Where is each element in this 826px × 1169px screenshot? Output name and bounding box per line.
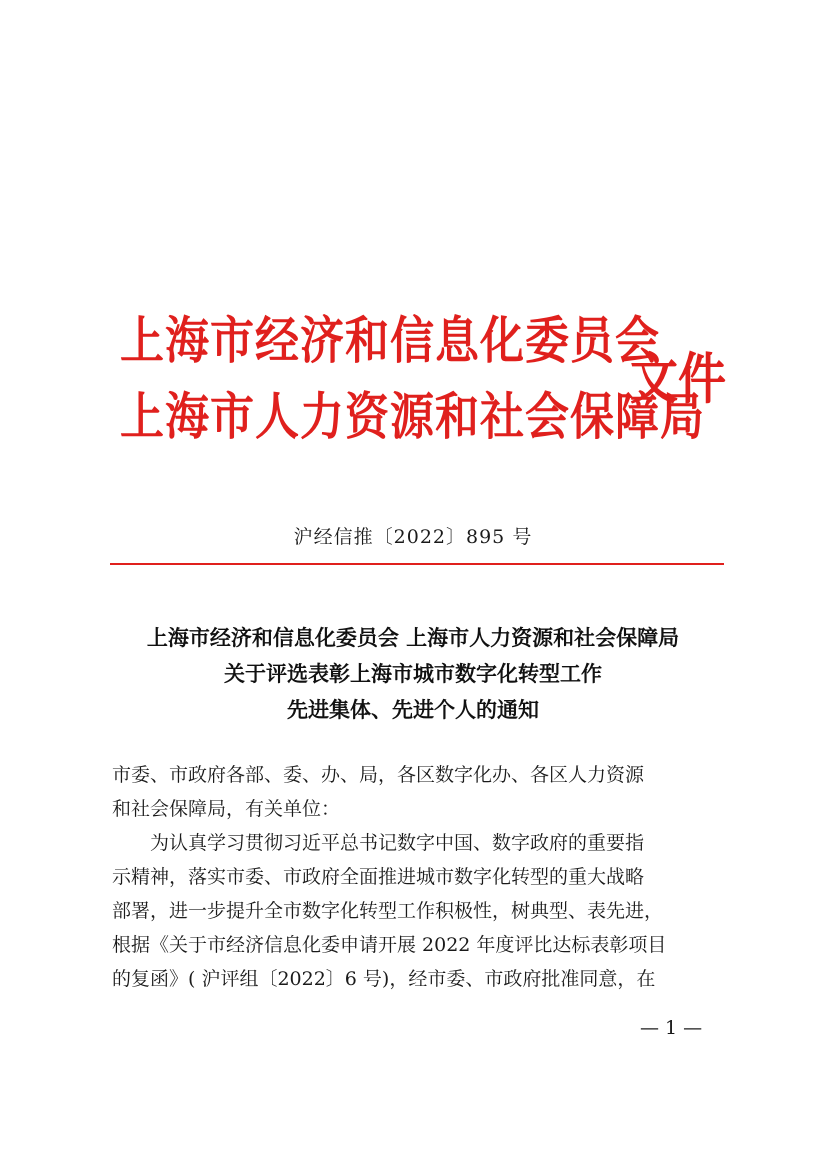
masthead-suffix: 文件 bbox=[630, 347, 727, 412]
addressee-line-2: 和社会保障局，有关单位： bbox=[112, 798, 341, 820]
title-line-2: 关于评选表彰上海市城市数字化转型工作 bbox=[224, 661, 602, 686]
body-paragraph bbox=[112, 826, 726, 996]
document-number: 沪经信推〔2022〕895 号 bbox=[293, 526, 533, 548]
masthead-issuer-1: 上海市经济和信息化委员会 bbox=[120, 311, 660, 371]
body-line-2: 示精神，落实市委、市政府全面推进城市数字化转型的重大战略 bbox=[112, 866, 645, 888]
red-divider bbox=[110, 563, 724, 565]
addressee-line-1: 市委、市政府各部、委、办、局，各区数字化办、各区人力资源 bbox=[112, 764, 645, 786]
addressee bbox=[112, 758, 726, 826]
title-line-1: 上海市经济和信息化委员会 上海市人力资源和社会保障局 bbox=[146, 625, 680, 650]
body-line-5: 的复函》( 沪评组〔2022〕6 号)，经市委、市政府批准同意，在 bbox=[112, 968, 656, 990]
body-line-1: 为认真学习贯彻习近平总书记数字中国、数字政府的重要指 bbox=[112, 832, 645, 854]
body-line-3: 部署，进一步提升全市数字化转型工作积极性，树典型、表先进， bbox=[112, 900, 664, 922]
page-number: — 1 — bbox=[640, 1017, 703, 1039]
body-line-4: 根据《关于市经济信息化委申请开展 2022 年度评比达标表彰项目 bbox=[112, 934, 667, 956]
masthead-issuer-2: 上海市人力资源和社会保障局 bbox=[120, 387, 705, 447]
title-line-3: 先进集体、先进个人的通知 bbox=[287, 697, 539, 722]
